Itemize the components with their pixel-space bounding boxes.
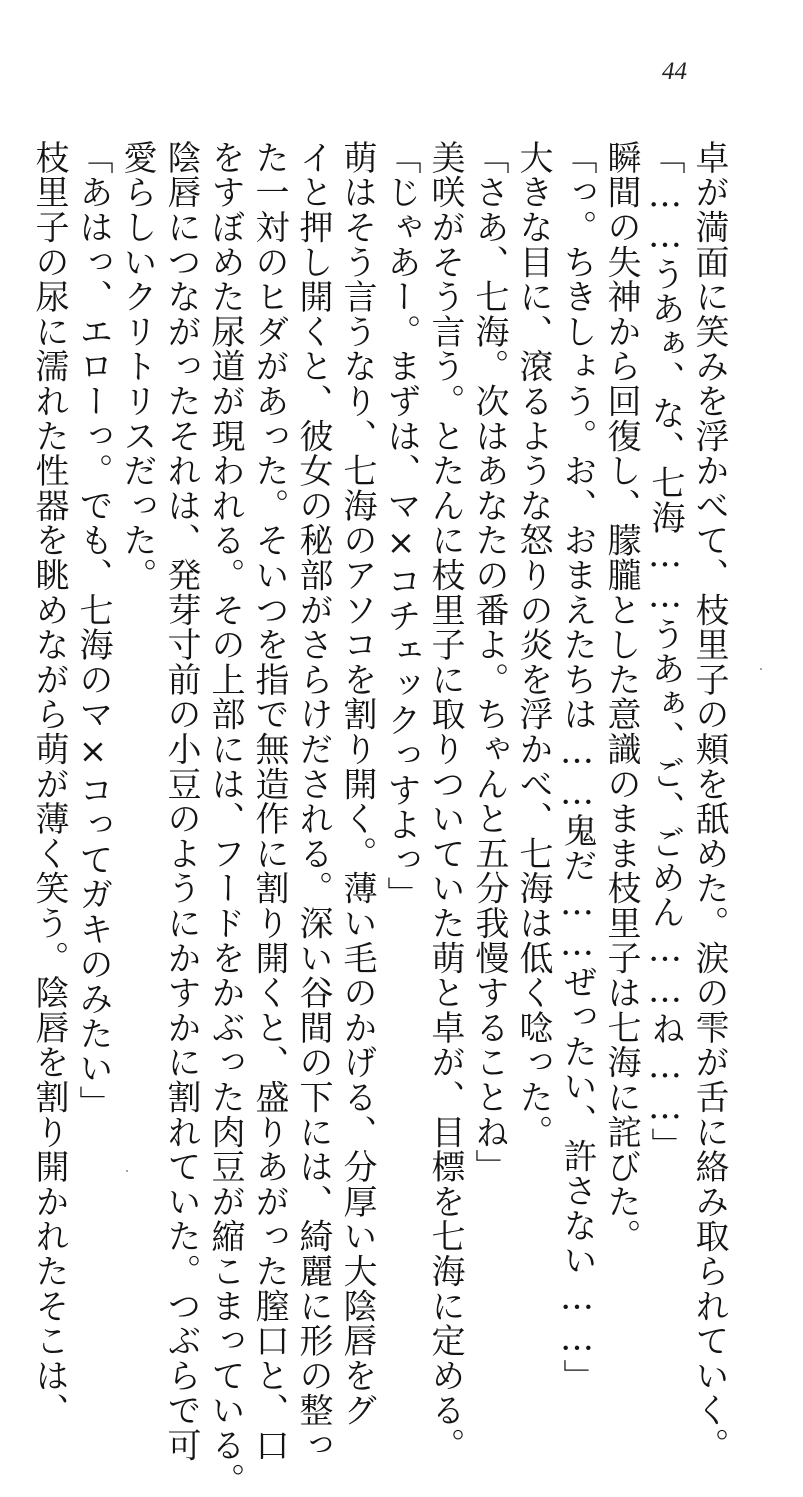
text-line: 「さあ、七海。次はあなたの番よ。ちゃんと五分我慢することね」 bbox=[469, 140, 509, 1184]
text-line: 「……うあぁ、な、七海……うあぁ、ご、ごめん……ね……」 bbox=[645, 140, 685, 1163]
text-line: 「あはっ、エローっ。でも、七海のマ×コってガキのみたい」 bbox=[73, 140, 113, 1121]
text-line: 瞬間の失神から回復し、朦朧とした意識のまま枝里子は七海に詫びた。 bbox=[601, 140, 641, 1254]
vertical-text-body bbox=[27, 140, 731, 1497]
text-line: をすぼめた尿道が現われる。その上部には、フードをかぶった肉豆が縮こまっている。 bbox=[205, 140, 245, 1497]
text-line: 卓が満面に笑みを浮かべて、枝里子の頬を舐めた。涙の雫が舌に絡み取られていく。 bbox=[689, 140, 729, 1463]
scan-speck bbox=[760, 668, 762, 670]
text-line: 愛らしいクリトリスだった。 bbox=[117, 140, 157, 593]
text-line: 萌はそう言うなり、七海のアソコを割り開く。薄い毛のかげる、分厚い大陰唇をグ bbox=[337, 140, 377, 1428]
scan-speck bbox=[126, 1170, 128, 1172]
text-line: た一対のヒダがあった。そいつを指で無造作に割り開くと、盛りあがった膣口と、口 bbox=[249, 140, 289, 1463]
text-line: 「じゃあー。まずは、マ×コチェックっすよっ」 bbox=[381, 140, 421, 912]
text-line: 「っ。ちきしょう。お、おまえたちは……鬼だ……ぜったい、許さない……」 bbox=[557, 140, 597, 1394]
page-number: 44 bbox=[662, 58, 687, 85]
text-line: 美咲がそう言う。とたんに枝里子に取りついていた萌と卓が、目標を七海に定める。 bbox=[425, 140, 465, 1463]
text-line: イと押し開くと、彼女の秘部がさらけだされる。深い谷間の下には、綺麗に形の整っ bbox=[293, 140, 333, 1463]
text-line: 陰唇につながったそれは、発芽寸前の小豆のようにかすかに割れていた。つぶらで可 bbox=[161, 140, 201, 1463]
text-line: 枝里子の尿に濡れた性器を眺めながら萌が薄く笑う。陰唇を割り開かれたそこは、 bbox=[29, 140, 69, 1428]
text-line: 大きな目に、滾るような怒りの炎を浮かべ、七海は低く唸った。 bbox=[513, 140, 553, 1150]
